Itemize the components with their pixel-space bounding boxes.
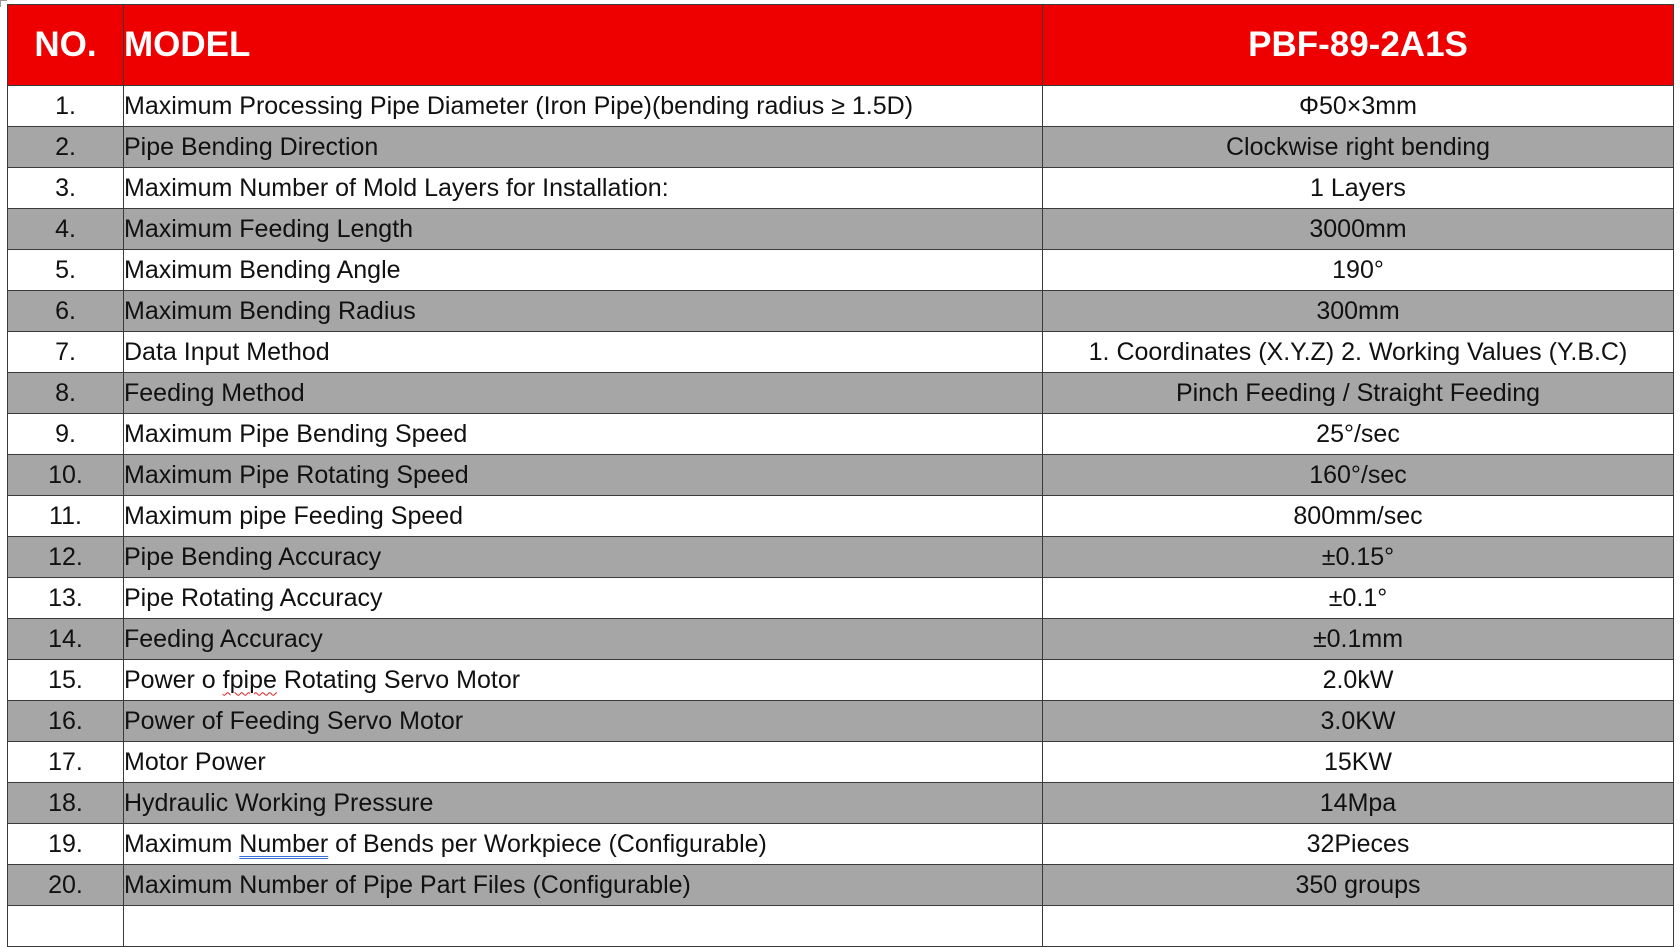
table-row	[8, 127, 1674, 168]
row-number: 6.	[8, 291, 124, 332]
value-cell: 15KW	[1043, 742, 1674, 783]
row-number: 8.	[8, 373, 124, 414]
parameter-text-part: Power o	[124, 665, 223, 694]
value-cell: Φ50×3mm	[1043, 86, 1674, 127]
row-number: 1.	[8, 86, 124, 127]
spec-table	[7, 4, 1674, 947]
parameter-cell: Maximum pipe Feeding Speed	[124, 496, 1043, 537]
parameter-cell	[124, 660, 1043, 701]
parameter-text-part: Rotating Servo Motor	[276, 665, 521, 694]
table-row	[8, 414, 1674, 455]
spec-table-body	[8, 86, 1674, 947]
row-number: 18.	[8, 783, 124, 824]
header-row	[8, 5, 1674, 86]
table-row	[8, 824, 1674, 865]
header-model: MODEL	[124, 5, 1043, 86]
parameter-cell: Maximum Pipe Bending Speed	[124, 414, 1043, 455]
value-cell: 300mm	[1043, 291, 1674, 332]
value-cell: 3.0KW	[1043, 701, 1674, 742]
row-number: 19.	[8, 824, 124, 865]
spec-sheet	[7, 4, 1673, 947]
parameter-cell	[124, 906, 1043, 947]
row-number: 13.	[8, 578, 124, 619]
row-number: 15.	[8, 660, 124, 701]
value-cell: 1. Coordinates (X.Y.Z) 2. Working Values (Y.B.C)	[1043, 332, 1674, 373]
table-row	[8, 209, 1674, 250]
row-number: 3.	[8, 168, 124, 209]
parameter-cell: Pipe Rotating Accuracy	[124, 578, 1043, 619]
row-number: 4.	[8, 209, 124, 250]
row-number: 9.	[8, 414, 124, 455]
table-row	[8, 701, 1674, 742]
table-row	[8, 332, 1674, 373]
table-row	[8, 250, 1674, 291]
parameter-cell: Data Input Method	[124, 332, 1043, 373]
parameter-cell: Pipe Bending Accuracy	[124, 537, 1043, 578]
row-number: 12.	[8, 537, 124, 578]
spec-table-header	[8, 5, 1674, 86]
value-cell: 2.0kW	[1043, 660, 1674, 701]
header-no: NO.	[8, 5, 124, 86]
value-cell: 160°/sec	[1043, 455, 1674, 496]
table-row	[8, 86, 1674, 127]
parameter-cell: Feeding Accuracy	[124, 619, 1043, 660]
value-cell: 190°	[1043, 250, 1674, 291]
row-number: 10.	[8, 455, 124, 496]
table-row	[8, 168, 1674, 209]
table-row	[8, 455, 1674, 496]
value-cell: 25°/sec	[1043, 414, 1674, 455]
spelling-flagged-word: fpipe	[222, 665, 277, 694]
table-row	[8, 865, 1674, 906]
parameter-cell: Maximum Number of Pipe Part Files (Configurable)	[124, 865, 1043, 906]
value-cell: 3000mm	[1043, 209, 1674, 250]
parameter-cell: Maximum Processing Pipe Diameter (Iron Pipe)(bending radius ≥ 1.5D)	[124, 86, 1043, 127]
cell-corner-mark	[0, 0, 7, 7]
table-row	[8, 496, 1674, 537]
parameter-cell: Maximum Bending Angle	[124, 250, 1043, 291]
table-row	[8, 537, 1674, 578]
parameter-cell: Maximum Number of Mold Layers for Installation:	[124, 168, 1043, 209]
table-row	[8, 742, 1674, 783]
value-cell: 1 Layers	[1043, 168, 1674, 209]
row-number: 11.	[8, 496, 124, 537]
table-row-partial	[8, 906, 1674, 947]
parameter-cell	[124, 824, 1043, 865]
value-cell: ±0.1mm	[1043, 619, 1674, 660]
row-number	[8, 906, 124, 947]
value-cell: 350 groups	[1043, 865, 1674, 906]
value-cell: 14Mpa	[1043, 783, 1674, 824]
parameter-cell: Maximum Bending Radius	[124, 291, 1043, 332]
table-row	[8, 373, 1674, 414]
row-number: 17.	[8, 742, 124, 783]
value-cell: 800mm/sec	[1043, 496, 1674, 537]
value-cell: Clockwise right bending	[1043, 127, 1674, 168]
header-model-name: PBF-89-2A1S	[1043, 5, 1674, 86]
value-cell: ±0.15°	[1043, 537, 1674, 578]
row-number: 7.	[8, 332, 124, 373]
parameter-cell: Maximum Feeding Length	[124, 209, 1043, 250]
parameter-cell: Feeding Method	[124, 373, 1043, 414]
row-number: 16.	[8, 701, 124, 742]
value-cell: Pinch Feeding / Straight Feeding	[1043, 373, 1674, 414]
value-cell: 32Pieces	[1043, 824, 1674, 865]
table-row	[8, 619, 1674, 660]
table-row	[8, 291, 1674, 332]
parameter-text-part: Maximum	[124, 829, 240, 858]
table-row	[8, 660, 1674, 701]
value-cell	[1043, 906, 1674, 947]
parameter-cell: Motor Power	[124, 742, 1043, 783]
table-row	[8, 578, 1674, 619]
value-cell: ±0.1°	[1043, 578, 1674, 619]
row-number: 2.	[8, 127, 124, 168]
parameter-cell: Maximum Pipe Rotating Speed	[124, 455, 1043, 496]
row-number: 20.	[8, 865, 124, 906]
parameter-cell: Pipe Bending Direction	[124, 127, 1043, 168]
row-number: 5.	[8, 250, 124, 291]
grammar-flagged-word: Number	[239, 829, 329, 858]
row-number: 14.	[8, 619, 124, 660]
table-row	[8, 783, 1674, 824]
parameter-text-part: of Bends per Workpiece (Configurable)	[328, 829, 767, 858]
parameter-cell: Power of Feeding Servo Motor	[124, 701, 1043, 742]
parameter-cell: Hydraulic Working Pressure	[124, 783, 1043, 824]
